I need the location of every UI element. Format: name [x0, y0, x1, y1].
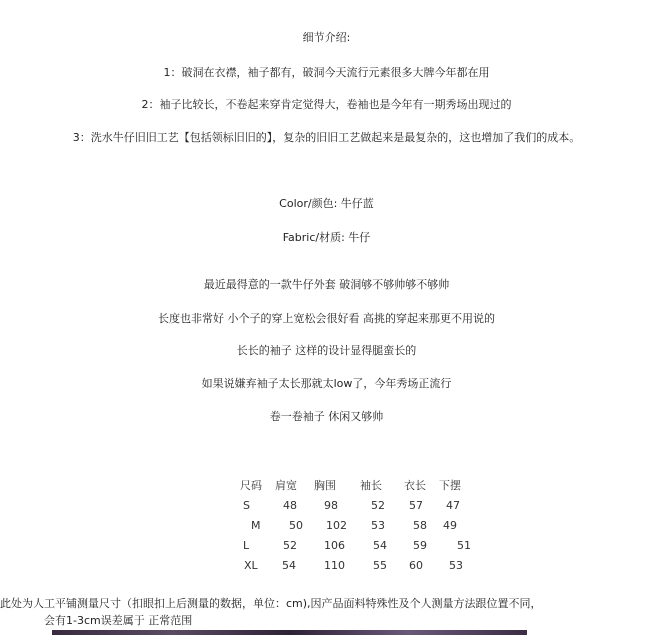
table-cell: 54: [373, 539, 387, 552]
size-header-length: 衣长: [404, 479, 426, 492]
size-header-shoulder: 肩宽: [275, 479, 297, 492]
table-cell: 58: [413, 519, 427, 532]
description-line-4: 如果说嫌弃袖子太长那就太low了，今年秀场正流行: [201, 377, 452, 390]
table-cell: 110: [324, 559, 345, 572]
details-heading: 细节介绍:: [302, 31, 351, 44]
detail-point-1: 1：破洞在衣襟，袖子都有，破洞今天流行元素很多大牌今年都在用: [163, 66, 490, 79]
table-cell: 57: [409, 499, 423, 512]
description-line-2: 长度也非常好 小个子的穿上宽松会很好看 高挑的穿起来那更不用说的: [158, 312, 495, 325]
description-line-5: 卷一卷袖子 休闲又够帅: [269, 410, 384, 423]
size-header-chest: 胸围: [314, 479, 336, 492]
detail-point-3: 3：洗水牛仔旧旧工艺【包括领标旧旧的】，复杂的旧旧工艺做起来是最复杂的，这也增加了我们的成本。: [72, 131, 581, 144]
description-line-1: 最近最得意的一款牛仔外套 破洞够不够帅够不够帅: [203, 278, 450, 291]
table-cell: 53: [371, 519, 385, 532]
size-row-s-label: S: [243, 499, 250, 512]
table-cell: 60: [409, 559, 423, 572]
size-row-xl-label: XL: [244, 559, 258, 572]
table-cell: 51: [457, 539, 471, 552]
table-cell: 52: [283, 539, 297, 552]
table-cell: 98: [324, 499, 338, 512]
size-row-l-label: L: [243, 539, 250, 552]
table-cell: 50: [289, 519, 303, 532]
table-cell: 54: [282, 559, 296, 572]
table-cell: 48: [283, 499, 297, 512]
measurement-note-line-1: 此处为人工平铺测量尺寸（扣眼扣上后测量的数据，单位：cm),因产品面料特殊性及个人测量方法跟位置不同，: [0, 597, 542, 610]
size-row-m-label: M: [251, 519, 261, 532]
description-line-3: 长长的袖子 这样的设计显得腿蛮长的: [236, 344, 417, 357]
table-cell: 49: [443, 519, 457, 532]
table-cell: 102: [326, 519, 347, 532]
table-cell: 59: [413, 539, 427, 552]
product-photo-edge: [52, 630, 527, 635]
size-header-hem: 下摆: [439, 479, 461, 492]
table-cell: 52: [371, 499, 385, 512]
table-cell: 47: [446, 499, 460, 512]
fabric-spec: Fabric/材质: 牛仔: [282, 231, 371, 244]
table-cell: 53: [449, 559, 463, 572]
size-header-sleeve: 袖长: [360, 479, 382, 492]
table-cell: 106: [324, 539, 345, 552]
detail-point-2: 2：袖子比较长，不卷起来穿肯定觉得大，卷袖也是今年有一期秀场出现过的: [141, 98, 512, 111]
size-header-size: 尺码: [240, 479, 262, 492]
color-spec: Color/颜色: 牛仔蓝: [279, 197, 374, 210]
measurement-note-line-2: 会有1-3cm误差属于 正常范围: [44, 614, 193, 627]
table-cell: 55: [373, 559, 387, 572]
